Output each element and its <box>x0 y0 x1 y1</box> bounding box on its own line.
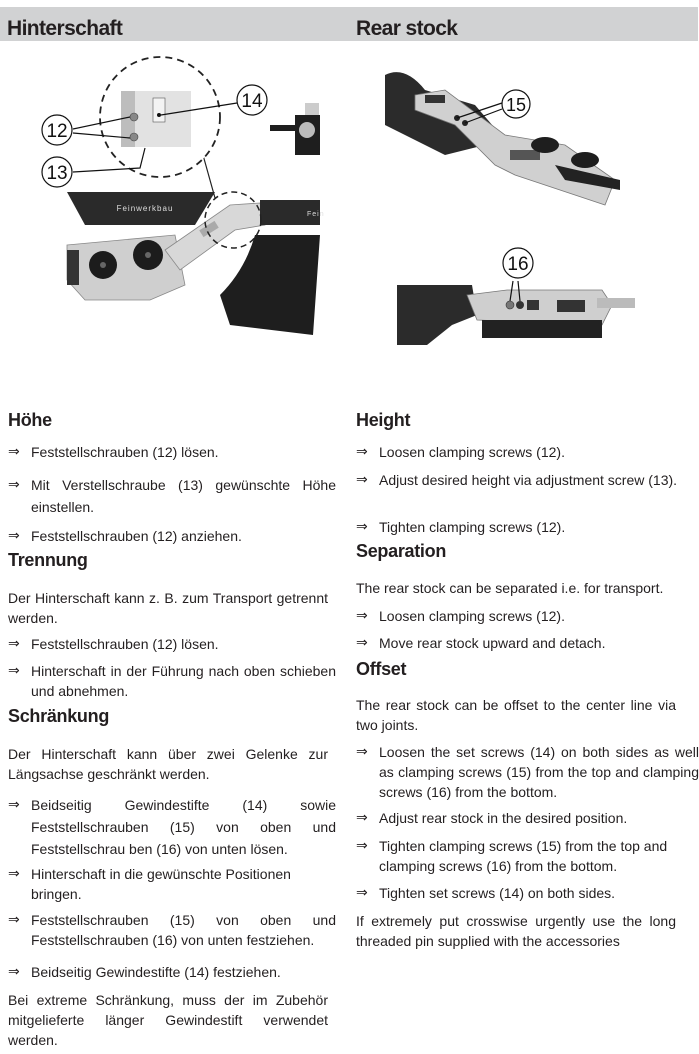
sight-cap <box>305 103 319 115</box>
arrow-right-icon: ⇒ <box>8 477 20 493</box>
knob-center <box>100 262 106 268</box>
step-item <box>356 742 699 802</box>
step-text: Hinterschaft in die gewünschte Positionen bringen. <box>31 866 291 902</box>
step-text: Adjust desired height via adjustment screw (13). <box>379 472 678 488</box>
step-text: Loosen clamping screws (12). <box>379 444 565 460</box>
rail <box>597 298 635 308</box>
base-block <box>482 320 602 338</box>
arrow-right-icon: ⇒ <box>8 444 20 460</box>
set-screw-block <box>153 98 165 122</box>
paragraph: Der Hinterschaft kann über zwei Gelenke zur Längsachse geschränkt werden. <box>8 746 328 782</box>
step-text: Feststellschrauben (12) anziehen. <box>31 528 242 544</box>
step-item <box>356 808 699 828</box>
clamping-screw-16b <box>516 301 524 309</box>
arrow-right-icon: ⇒ <box>8 636 20 652</box>
rear-stock-top-view-figure <box>385 65 625 215</box>
arrow-right-icon: ⇒ <box>356 885 368 901</box>
step-text: Move rear stock upward and detach. <box>379 635 606 651</box>
paragraph: Der Hinterschaft kann z. B. zum Transport getrennt werden. <box>8 590 328 626</box>
step-text: Tighten clamping screws (15) from the top and clamping screws (16) from the bottom. <box>379 838 668 874</box>
knob-center <box>145 252 151 258</box>
clamping-screw-16a <box>506 301 514 309</box>
step-item <box>356 633 699 653</box>
header-title-german: Hinterschaft <box>7 17 123 40</box>
step-text: Adjust rear stock in the desired position. <box>379 810 628 826</box>
step-item <box>356 883 699 903</box>
step-text: Mit Verstellschraube (13) gewünschte Höhe einstellen. <box>31 477 336 515</box>
heading-schraenkung: Schränkung <box>8 706 110 726</box>
arrow-right-icon: ⇒ <box>8 797 20 813</box>
heading-trennung: Trennung <box>8 550 88 570</box>
arrow-right-icon: ⇒ <box>356 810 368 826</box>
leader-line <box>203 155 215 198</box>
mounting-plate <box>67 235 185 300</box>
rear-stock-bottom-view-figure <box>397 245 637 350</box>
arrow-right-icon: ⇒ <box>8 866 20 882</box>
arrow-right-icon: ⇒ <box>8 964 20 980</box>
bottom-plate <box>467 290 612 325</box>
clamping-screw-12a <box>130 113 138 121</box>
arrow-right-icon: ⇒ <box>356 744 368 760</box>
step-item <box>8 526 336 546</box>
svg-text:13: 13 <box>46 163 68 184</box>
arrow-right-icon: ⇒ <box>356 608 368 624</box>
note-paragraph: Bei extreme Schränkung, muss der im Zubehör mitgelieferte länger Gewindestift verwendet werden. <box>8 992 328 1048</box>
step-text: Tighten set screws (14) on both sides. <box>379 885 616 901</box>
arrow-right-icon: ⇒ <box>356 472 368 488</box>
step-item <box>8 634 336 654</box>
plate-slot <box>557 300 585 312</box>
brand-label-short: Fein <box>307 211 325 218</box>
step-item <box>8 442 336 462</box>
note-paragraph: If extremely put crosswise urgently use the long threaded pin supplied with the accessories <box>356 913 676 949</box>
step-item <box>8 910 336 950</box>
paragraph: The rear stock can be separated i.e. for transport. <box>356 580 664 596</box>
section-header-bar <box>0 7 698 41</box>
step-item <box>356 606 699 626</box>
svg-text:12: 12 <box>46 121 68 142</box>
arrow-right-icon: ⇒ <box>356 519 368 535</box>
arrow-right-icon: ⇒ <box>356 635 368 651</box>
svg-text:14: 14 <box>241 91 263 112</box>
step-item <box>8 474 336 518</box>
step-item <box>8 864 336 904</box>
arrow-right-icon: ⇒ <box>8 528 20 544</box>
plate-slot <box>527 300 539 310</box>
step-item <box>8 962 336 982</box>
step-text: Feststellschrauben (15) von oben und Feststellschrauben (16) von unten festziehen. <box>31 912 336 948</box>
stock-body-bottom <box>397 285 477 345</box>
pistol-grip <box>220 235 320 335</box>
svg-text:15: 15 <box>505 95 527 115</box>
rail <box>67 250 79 285</box>
set-screw-14 <box>157 113 161 117</box>
heading-height: Height <box>356 410 411 430</box>
rear-stock-assembly-figure <box>46 55 325 345</box>
arm-slot <box>425 95 445 103</box>
arm-slot <box>510 150 540 160</box>
step-text: Feststellschrauben (12) lösen. <box>31 444 219 460</box>
arrow-right-icon: ⇒ <box>356 444 368 460</box>
step-text: Beidseitig Gewindestifte (14) sowie Feststellschrauben (15) von oben und Feststellschrau ben (16) von unten lösen. <box>31 797 336 857</box>
step-text: Loosen clamping screws (12). <box>379 608 565 624</box>
step-text: Hinterschaft in der Führung nach oben schieben und abnehmen. <box>31 663 336 699</box>
paragraph: The rear stock can be offset to the center line via two joints. <box>356 697 676 733</box>
clamping-screw-12b <box>130 133 138 141</box>
step-text: Loosen the set screws (14) on both sides as well as clamping screws (15) from the top and clamping screws (16) from the bottom. <box>379 744 699 800</box>
step-text: Tighten clamping screws (12). <box>379 519 566 535</box>
arrow-right-icon: ⇒ <box>356 838 368 854</box>
step-item <box>356 442 699 462</box>
heading-separation: Separation <box>356 541 447 561</box>
step-text: Feststellschrauben (12) lösen. <box>31 636 219 652</box>
arrow-right-icon: ⇒ <box>8 912 20 928</box>
arrow-right-icon: ⇒ <box>8 663 20 679</box>
sight-dial <box>299 122 315 138</box>
step-item <box>8 661 336 701</box>
brand-label: Feinwerkbau <box>116 204 174 213</box>
svg-text:16: 16 <box>507 254 529 275</box>
step-item <box>356 470 699 490</box>
heading-offset: Offset <box>356 659 407 679</box>
adjustment-knob <box>531 137 559 153</box>
heading-hoehe: Höhe <box>8 410 52 430</box>
adjustment-knob <box>571 152 599 168</box>
step-item <box>8 794 336 860</box>
step-text: Beidseitig Gewindestifte (14) festziehen. <box>31 964 281 980</box>
step-item <box>356 836 699 876</box>
sight-knob <box>270 125 295 131</box>
header-title-english: Rear stock <box>356 17 458 40</box>
step-item <box>356 517 699 537</box>
